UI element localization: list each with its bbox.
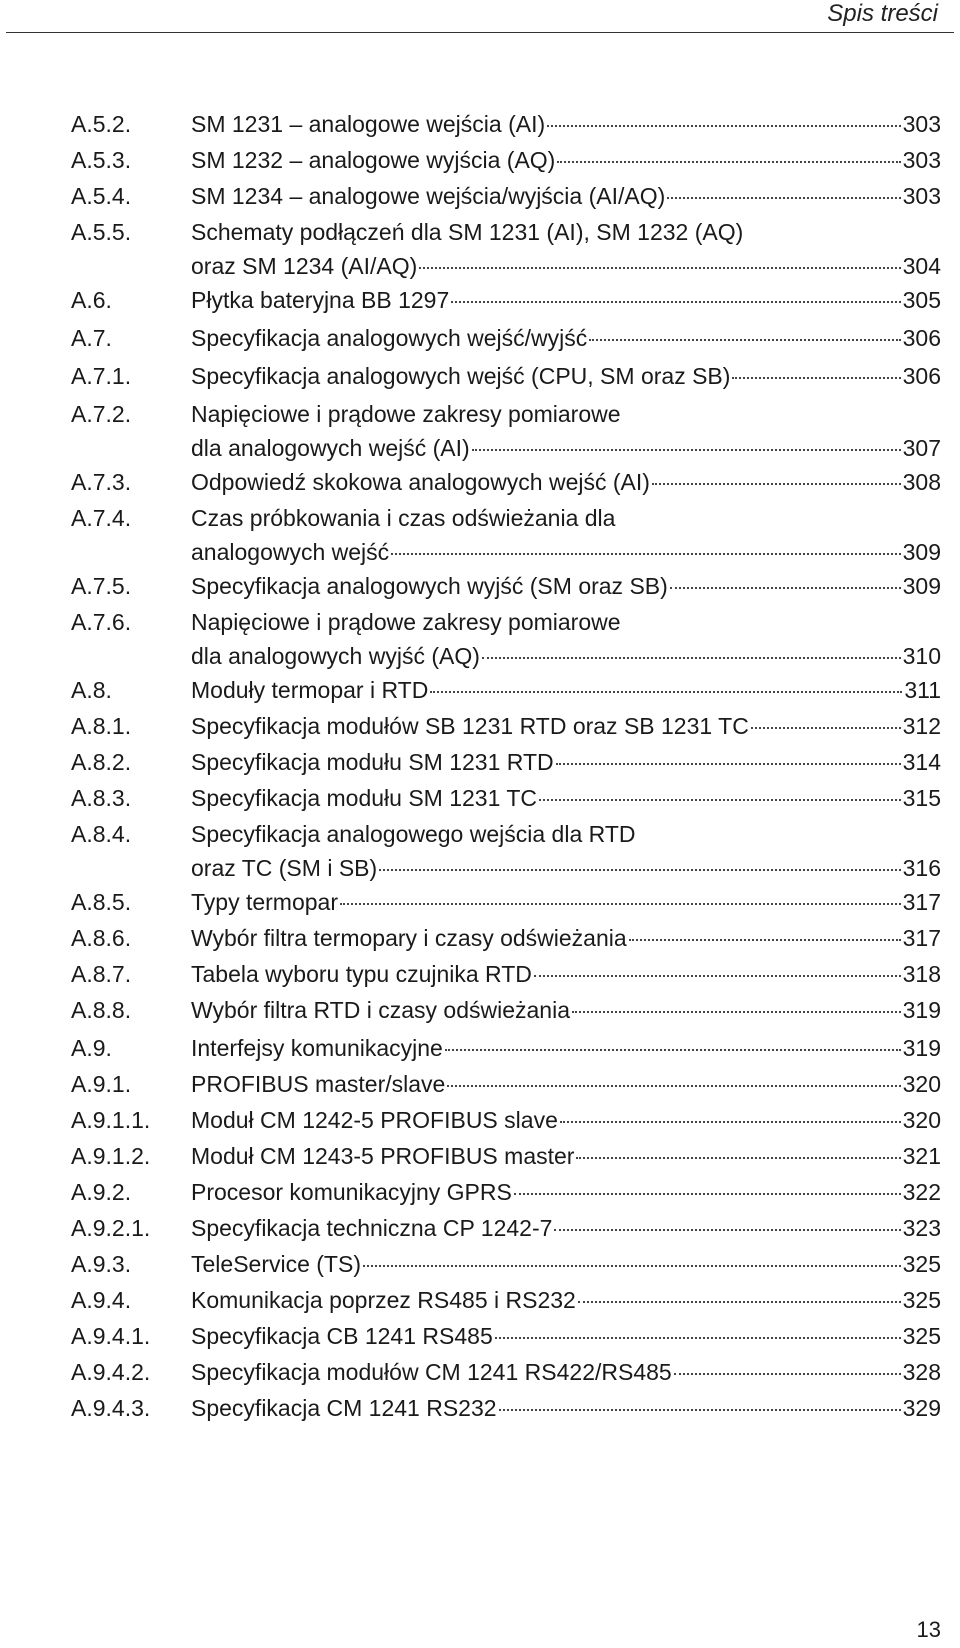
dot-leader [652,483,901,485]
toc-entry-last-line [191,922,941,954]
dot-leader [391,553,900,555]
toc-entry-number: A.8.5. [71,889,132,915]
toc-entry[interactable] [0,1176,960,1210]
dot-leader [472,449,901,451]
toc-entry-page: 310 [902,643,941,669]
running-header-title: Spis treści [827,0,938,27]
toc-entry-title: Specyfikacja analogowych wejść/wyjść [191,325,588,351]
toc-entry-number: A.9.4.3. [71,1395,151,1421]
toc-entry-last-line [191,1212,941,1244]
dot-leader [557,161,900,163]
toc-entry-page: 311 [904,677,941,703]
toc-entry-title: Specyfikacja modułu SM 1231 TC [191,785,538,811]
toc-entry[interactable] [0,466,960,500]
dot-leader [751,727,901,729]
toc-entry-number: A.9.2. [71,1179,132,1205]
toc-entry-title: Odpowiedź skokowa analogowych wejść (AI) [191,469,650,495]
dot-leader [554,1229,900,1231]
toc-entry-number: A.8.3. [71,785,132,811]
toc-entry-page: 328 [902,1359,941,1385]
dot-leader [447,1085,900,1087]
toc-entry-number: A.8.1. [71,713,132,739]
dot-leader [495,1337,901,1339]
toc-entry-title: analogowych wejść [191,539,390,565]
toc-entry-title-line: Napięciowe i prądowe zakresy pomiarowe [191,609,621,635]
toc-entry[interactable] [0,958,960,992]
toc-entry-last-line [191,466,941,498]
toc-entry-last-line [191,180,941,212]
dot-leader [419,267,900,269]
toc-entry-last-line [191,144,941,176]
toc-entry-page: 314 [902,749,941,775]
toc-entry-last-line [191,782,941,814]
toc-entry-page: 303 [902,147,941,173]
toc-entry-page: 325 [902,1323,941,1349]
toc-entry-title: PROFIBUS master/slave [191,1071,446,1097]
dot-leader [482,657,901,659]
dot-leader [379,869,900,871]
toc-entry[interactable] [0,570,960,604]
toc-entry-page: 325 [902,1251,941,1277]
toc-entry-page: 305 [902,287,941,313]
toc-entry-number: A.8. [71,677,112,703]
toc-entry-title: dla analogowych wyjść (AQ) [191,643,480,669]
toc-entry-last-line [191,1284,941,1316]
toc-entry-number: A.8.6. [71,925,132,951]
toc-entry-title: Wybór filtra termopary i czasy odświeżania [191,925,627,951]
toc-entry-last-line [191,1356,941,1388]
toc-entry-number: A.7.6. [71,609,132,635]
toc-entry-last-line [191,250,941,282]
toc-entry-title-line: Specyfikacja analogowego wejścia dla RTD [191,821,636,847]
toc-entry-last-line [191,710,941,742]
toc-entry-page: 315 [902,785,941,811]
toc-entry-page: 304 [902,253,941,279]
toc-entry-title: Tabela wyboru typu czujnika RTD [191,961,532,987]
dot-leader [560,1121,901,1123]
toc-entry-page: 317 [902,925,941,951]
toc-entry-number: A.9.3. [71,1251,132,1277]
toc-entry-number: A.9.4.2. [71,1359,151,1385]
toc-entry-title: Płytka bateryjna BB 1297 [191,287,450,313]
page-number: 13 [916,1617,941,1642]
toc-entry[interactable] [0,922,960,956]
toc-entry-number: A.7.2. [71,401,132,427]
toc-entry-last-line [191,640,941,672]
toc-entry-last-line [191,360,941,392]
dot-leader [674,1373,901,1375]
dot-leader [732,377,900,379]
toc-entry-last-line [191,958,941,990]
toc-entry-last-line [191,852,941,884]
dot-leader [578,1301,901,1303]
toc-entry-title: dla analogowych wejść (AI) [191,435,470,461]
toc-entry-title: oraz SM 1234 (AI/AQ) [191,253,418,279]
toc-entry[interactable] [0,144,960,178]
toc-entry-last-line [191,674,941,706]
toc-entry-number: A.5.3. [71,147,132,173]
toc-entry-page: 322 [902,1179,941,1205]
toc-entry-title: SM 1231 – analogowe wejścia (AI) [191,111,546,137]
toc-entry[interactable] [0,180,960,214]
toc-entry-page: 325 [902,1287,941,1313]
toc-entry-last-line [191,322,941,354]
toc-entry-number: A.9.1.1. [71,1107,151,1133]
toc-entry-title: Moduł CM 1243-5 PROFIBUS master [191,1143,575,1169]
dot-leader [556,763,901,765]
toc-entry-page: 307 [902,435,941,461]
toc-entry-number: A.9.1.2. [71,1143,151,1169]
toc-entry-title-line: Czas próbkowania i czas odświeżania dla [191,505,616,531]
toc-entry-number: A.8.7. [71,961,132,987]
toc-entry-page: 309 [902,573,941,599]
toc-entry-number: A.8.4. [71,821,132,847]
dot-leader [667,197,900,199]
toc-entry-last-line [191,994,941,1026]
toc-entry[interactable] [0,360,960,394]
toc-entry-last-line [191,886,941,918]
dot-leader [547,125,900,127]
toc-entry-page: 306 [902,325,941,351]
toc-entry-last-line [191,570,941,602]
toc-entry-page: 320 [902,1071,941,1097]
toc-entry-last-line [191,432,941,464]
toc-entry-page: 309 [902,539,941,565]
toc-entry[interactable] [0,606,960,674]
toc-entry[interactable] [0,674,960,708]
toc-entry[interactable] [0,818,960,886]
toc-entry-title: SM 1234 – analogowe wejścia/wyjścia (AI/AQ) [191,183,666,209]
toc-entry-page: 321 [902,1143,941,1169]
toc-entry-page: 323 [902,1215,941,1241]
toc-entry-last-line [191,1248,941,1280]
toc-entry-number: A.7. [71,325,112,351]
toc-entry-number: A.5.2. [71,111,132,137]
toc-entry-number: A.6. [71,287,112,313]
toc-entry[interactable] [0,994,960,1028]
toc-entry-title: Procesor komunikacyjny GPRS [191,1179,512,1205]
toc-entry[interactable] [0,782,960,816]
toc-entry-page: 316 [902,855,941,881]
toc-entry-last-line [191,1392,941,1424]
dot-leader [340,903,901,905]
toc-entry-number: A.5.5. [71,219,132,245]
toc-entry[interactable] [0,1140,960,1174]
toc-entry-number: A.7.3. [71,469,132,495]
toc-entry-title: Specyfikacja techniczna CP 1242-7 [191,1215,553,1241]
toc-entry-last-line [191,1104,941,1136]
toc-entry-title: Specyfikacja modułu SM 1231 RTD [191,749,554,775]
toc-entry-number: A.9.4.1. [71,1323,151,1349]
toc-entry[interactable] [0,710,960,744]
toc-entry-title-line: Schematy podłączeń dla SM 1231 (AI), SM 1232 (AQ) [191,219,744,245]
toc-entry-title: Interfejsy komunikacyjne [191,1035,443,1061]
toc-entry-page: 318 [902,961,941,987]
toc-entry-page: 306 [902,363,941,389]
toc-entry-number: A.7.5. [71,573,132,599]
toc-entry[interactable] [0,1356,960,1390]
toc-entry-page: 303 [902,183,941,209]
toc-entry-last-line [191,746,941,778]
dot-leader [445,1049,901,1051]
toc-entry-title: Typy termopar [191,889,338,915]
toc-entry-number: A.9.1. [71,1071,132,1097]
dot-leader [539,799,901,801]
dot-leader [499,1409,901,1411]
dot-leader [572,1011,901,1013]
toc-entry-number: A.9.4. [71,1287,132,1313]
toc-entry-title: SM 1232 – analogowe wyjścia (AQ) [191,147,556,173]
dot-leader [670,587,901,589]
toc-entry-title: oraz TC (SM i SB) [191,855,378,881]
toc-entry-page: 329 [902,1395,941,1421]
toc-entry-last-line [191,1176,941,1208]
toc-entry-page: 303 [902,111,941,137]
toc-entry[interactable] [0,284,960,318]
toc-entry-number: A.8.2. [71,749,132,775]
toc-entry-number: A.5.4. [71,183,132,209]
toc-entry-title-line: Napięciowe i prądowe zakresy pomiarowe [191,401,621,427]
toc-entry[interactable] [0,1284,960,1318]
toc-entry-title: Specyfikacja analogowych wyjść (SM oraz SB) [191,573,668,599]
toc-entry-title: Specyfikacja modułów SB 1231 RTD oraz SB 1231 TC [191,713,749,739]
toc-entry-last-line [191,108,941,140]
toc-entry[interactable] [0,502,960,570]
toc-entry-title: Wybór filtra RTD i czasy odświeżania [191,997,570,1023]
dot-leader [629,939,901,941]
dot-leader [451,301,900,303]
toc-entry[interactable] [0,1104,960,1138]
toc-entry[interactable] [0,1212,960,1246]
toc-entry-title: Specyfikacja analogowych wejść (CPU, SM oraz SB) [191,363,731,389]
toc-entry[interactable] [0,1032,960,1066]
toc-entry-number: A.7.4. [71,505,132,531]
toc-entry-title: Specyfikacja CB 1241 RS485 [191,1323,493,1349]
toc-entry-page: 319 [902,997,941,1023]
toc-entry-number: A.8.8. [71,997,132,1023]
dot-leader [514,1193,901,1195]
toc-entry-title: Komunikacja poprzez RS485 i RS232 [191,1287,576,1313]
toc-entry-last-line [191,1320,941,1352]
toc-entry-number: A.9. [71,1035,112,1061]
toc-entry-number: A.9.2.1. [71,1215,151,1241]
toc-entry[interactable] [0,1068,960,1102]
dot-leader [576,1157,900,1159]
toc-entry-page: 308 [902,469,941,495]
toc-entry[interactable] [0,1248,960,1282]
toc-entry-title: TeleService (TS) [191,1251,361,1277]
toc-entry[interactable] [0,216,960,284]
toc-entry-title: Specyfikacja modułów CM 1241 RS422/RS485 [191,1359,672,1385]
toc-entry-last-line [191,1140,941,1172]
toc-entry-number: A.7.1. [71,363,132,389]
dot-leader [363,1265,901,1267]
toc-entry-page: 317 [902,889,941,915]
toc-entry-title: Moduły termopar i RTD [191,677,429,703]
toc-entry[interactable] [0,108,960,142]
dot-leader [589,339,900,341]
dot-leader [534,975,901,977]
toc-entry[interactable] [0,322,960,356]
toc-entry-page: 320 [902,1107,941,1133]
toc-entry-page: 319 [902,1035,941,1061]
toc-entry-last-line [191,536,941,568]
toc-entry-last-line [191,1068,941,1100]
dot-leader [430,691,902,693]
toc-entry-title: Specyfikacja CM 1241 RS232 [191,1395,497,1421]
toc-entry[interactable] [0,886,960,920]
toc-entry[interactable] [0,398,960,466]
toc-entry[interactable] [0,746,960,780]
toc-entry-page: 312 [902,713,941,739]
toc-entry-last-line [191,284,941,316]
toc-entry[interactable] [0,1320,960,1354]
toc-entry-title: Moduł CM 1242-5 PROFIBUS slave [191,1107,558,1133]
toc-entry-last-line [191,1032,941,1064]
toc-entry[interactable] [0,1392,960,1426]
